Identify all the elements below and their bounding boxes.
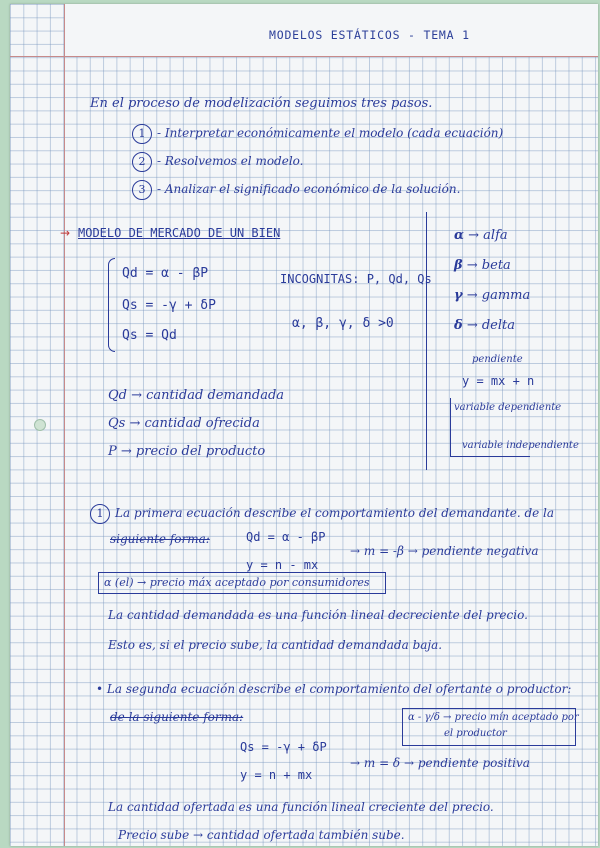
section2-result: → m = δ → pendiente positiva <box>350 756 530 770</box>
unknowns: INCOGNITAS: P, Qd, Qs <box>280 272 432 286</box>
section2-line2: de la siguiente forma: <box>110 710 244 724</box>
section1-line2: siguiente forma: <box>110 532 210 546</box>
section2-line4: Precio sube → cantidad ofertada también sube. <box>118 828 405 842</box>
section1-line4: Esto es, si el precio sube, la cantidad demandada baja. <box>108 638 443 652</box>
section1-line1: 1 La primera ecuación describe el comportamiento del demandante. de la <box>90 504 554 524</box>
step-3: 3 - Analizar el significado económico de la solución. <box>132 180 460 200</box>
greek-beta: β → beta <box>454 258 511 273</box>
def-p: P → precio del producto <box>108 444 266 459</box>
page-title: MODELOS ESTÁTICOS - TEMA 1 <box>269 28 470 42</box>
line-formula: y = mx + n <box>462 374 535 388</box>
section2-note2: el productor <box>444 728 507 739</box>
parameters: α, β, γ, δ >0 <box>292 316 394 331</box>
section2-note1: α - γ/δ → precio mín aceptado por <box>408 712 579 723</box>
greek-gamma: γ → gamma <box>454 288 531 303</box>
def-qd: Qd → cantidad demandada <box>108 388 285 403</box>
left-margin-line <box>64 4 65 846</box>
step-1: 1 - Interpretar económicamente el modelo (cada ecuación) <box>132 124 503 144</box>
market-title: MODELO DE MERCADO DE UN BIEN <box>78 226 281 240</box>
section2-line3: La cantidad ofertada es una función lineal creciente del precio. <box>108 800 494 814</box>
section1-line3: La cantidad demandada es una función lineal decreciente del precio. <box>108 608 528 622</box>
top-margin-line <box>10 56 598 57</box>
red-arrow-icon: → <box>60 226 71 240</box>
intro-text: En el proceso de modelización seguimos tres pasos. <box>90 96 433 111</box>
def-qs: Qs → cantidad ofrecida <box>108 416 260 431</box>
section1-result: → m = -β → pendiente negativa <box>350 544 539 558</box>
equation-equilibrium: Qs = Qd <box>122 328 177 343</box>
notebook-page: MODELOS ESTÁTICOS - TEMA 1 En el proceso de modelización seguimos tres pasos. 1 - Interpretar económicamente el modelo (cada ecuación) 2 - Resolvemos el modelo. 3 - Analizar el significado económico de la solución. → MODELO DE MERCADO DE UN BIEN Qd = α - βP Qs = -γ + δP Qs = Qd INCOGNITAS: P, Qd, Qs α, β, γ, δ >0 α → alfa β → beta γ → gamma δ → delta pendiente y = mx + n variable dependiente variable independiente Qd → cantidad demandada Qs → cantidad ofrecida P → precio del producto 1 La primera ecuación describe el comportamiento del demandante. de la siguiente forma: Qd = α - βP y = n - mx → m = -β → pendiente negativa α (el) → precio máx aceptado por consumidores La cantidad demandada es una función lineal decreciente del precio. Esto es, si el precio sube, la cantidad demandada baja. • La segunda ecuación describe el comportamiento del ofertante o productor: de la siguiente forma: α - γ/δ → precio mín aceptado por el productor Qs = -γ + δP y = n + mx → m = δ → pendiente positiva La cantidad ofertada es una función lineal creciente del precio. Precio sube → cantidad ofertada también sube. <box>10 4 598 846</box>
independent-label: variable independiente <box>462 440 579 451</box>
system-brace <box>108 258 115 352</box>
section2-line1: • La segunda ecuación describe el comportamiento del ofertante o productor: <box>96 682 572 696</box>
axis-arrow <box>450 398 451 456</box>
binder-hole <box>34 419 46 431</box>
greek-delta: δ → delta <box>454 318 515 333</box>
step-2: 2 - Resolvemos el modelo. <box>132 152 304 172</box>
slope-label: pendiente <box>472 354 523 365</box>
equation-demand: Qd = α - βP <box>122 266 209 281</box>
column-divider <box>426 212 427 470</box>
greek-alfa: α → alfa <box>454 228 508 243</box>
dependent-label: variable dependiente <box>454 402 562 413</box>
section1-note: α (el) → precio máx aceptado por consumidores <box>104 576 370 589</box>
axis-baseline <box>450 456 530 457</box>
equation-supply: Qs = -γ + δP <box>122 298 216 313</box>
page-header <box>64 4 598 56</box>
